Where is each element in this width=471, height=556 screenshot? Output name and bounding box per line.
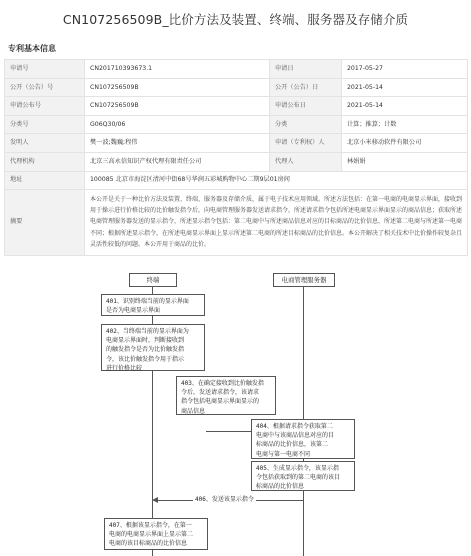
address-value: 100085 北京市海淀区清河中街68号华润五彩城购物中心二期9层01房间 — [85, 171, 468, 189]
sequence-diagram — [0, 263, 471, 556]
lane-server: 电商管理服务器 — [273, 273, 335, 287]
table-row — [5, 189, 468, 255]
applicant-label: 申请（专利权）人 — [270, 134, 342, 153]
pub-announcement-no-value: CN107256509B — [85, 97, 270, 116]
applicant-link[interactable]: 北京小米移动软件有限公司 — [342, 134, 468, 153]
section-heading: 专利基本信息 — [8, 44, 56, 53]
inventors-value: 樊一波;魏巍;程伟 — [85, 134, 270, 153]
application-date-label: 申请日 — [270, 60, 342, 79]
table-row — [5, 134, 468, 153]
step-407: 407、根据该显示指令，在第一 电商的电商显示界面上显示第二 电商的该目标商品的比价信息 — [104, 518, 208, 550]
step-406: 406、发送该显示指令 — [195, 496, 254, 503]
pub-announcement-date-label: 申请公布日 — [270, 97, 342, 116]
table-row — [5, 152, 468, 171]
classification-label: 分类 — [270, 115, 342, 134]
abstract-text: 本公开是关于一种比价方法及装置、终端、服务器及存储介质，属于电子技术应用领域。所述方法包括：在第一电商的电商显示界面，接收到用于操示进行价格比较的比价触发指令后，向电商管理服务器发送请求指令，所述请求指令包括所述电商显示界面显示的商品信息；获取所述电商管理服务器发送的显示指令，所述显示指令包括：第二电商中与所述商品信息对应的目标商品的比价信息，所述第二电商与所述第一电商不同；根据所述显示指令，在所述电商显示界面上显示所述第二电商的所述目标商品的比价信息。本公开解决了相关技术中比价操作较复杂且灵活性较低的问题。本公开用于商品的比价。 — [85, 189, 468, 255]
publication-no-label: 公开（公告）号 — [5, 78, 85, 97]
pub-announcement-date-value: 2021-05-14 — [342, 97, 468, 116]
classification-no-value: G06Q30/06 — [85, 115, 270, 134]
classification-value: 计算；推算；计数 — [342, 115, 468, 134]
table-row — [5, 115, 468, 134]
application-no-label: 申请号 — [5, 60, 85, 79]
step-405: 405、生成显示指令，该显示指 令包括获取到的第二电商的该目 标商品的比价信息 — [251, 461, 355, 491]
lane-terminal: 终端 — [129, 273, 177, 287]
patent-info-table — [4, 59, 468, 256]
pub-announcement-no-label: 申请公布号 — [5, 97, 85, 116]
table-row — [5, 60, 468, 79]
agency-label: 代理机构 — [5, 152, 85, 171]
step-402: 402、当终端当前的显示界面为 电商显示界面时，判断接收到 的触发指令是否为比价触发指 令，该比价触发指令用于指示 进行价格比较 — [101, 324, 205, 371]
agency-link[interactable]: 北京三高永信知识产权代理有限责任公司 — [85, 152, 270, 171]
address-label: 地址 — [5, 171, 85, 189]
table-row — [5, 97, 468, 116]
classification-no-label: 分类号 — [5, 115, 85, 134]
publication-no-value: CN107256509B — [85, 78, 270, 97]
application-date-value: 2017-05-27 — [342, 60, 468, 79]
agent-label: 代理人 — [270, 152, 342, 171]
application-no-value: CN201710393673.1 — [85, 60, 270, 79]
publication-date-value: 2021-05-14 — [342, 78, 468, 97]
publication-date-label: 公开（公告）日 — [270, 78, 342, 97]
page-title: CN107256509B_比价方法及装置、终端、服务器及存储介质 — [62, 12, 409, 27]
step-403: 403、在确定接收到比价触发指 令后，发送请求指令，该请求 指令包括电商显示界面显示的 商品信息 — [176, 376, 276, 415]
step-404: 404、根据请求指令获取第二 电商中与该商品信息对应的目 标商品的比价信息，该第二 电商与第一电商不同 — [251, 419, 355, 459]
table-row — [5, 78, 468, 97]
arrow-left-icon — [152, 497, 158, 503]
step-401: 401、识别终端当前的显示界面 是否为电商显示界面 — [101, 294, 205, 316]
table-row — [5, 171, 468, 189]
agent-value: 林娟娟 — [342, 152, 468, 171]
inventors-label: 发明人 — [5, 134, 85, 153]
abstract-label: 摘要 — [5, 189, 85, 255]
